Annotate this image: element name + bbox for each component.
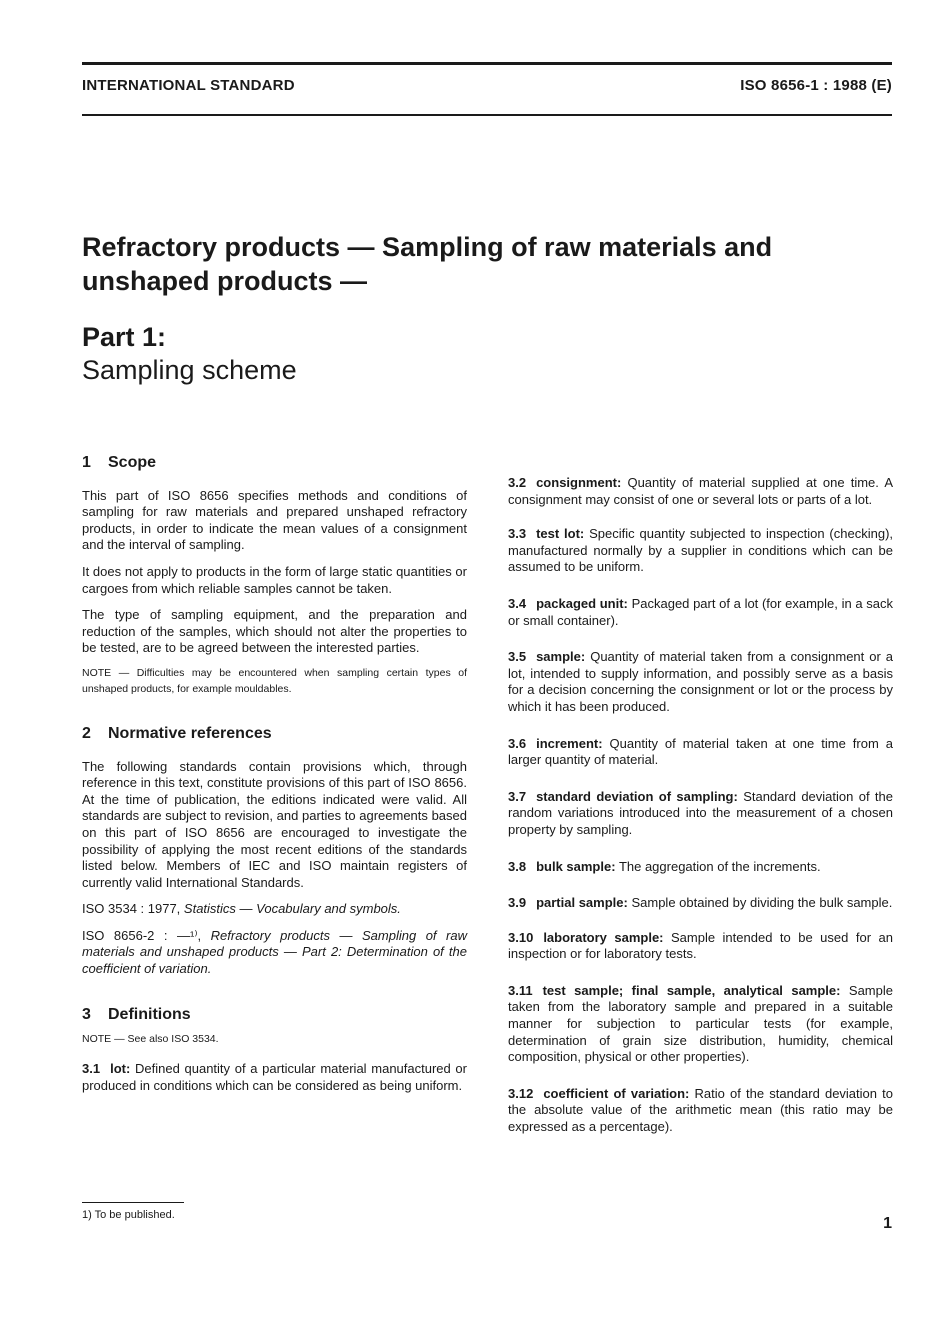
definition-term: test lot: [536,526,585,542]
definition-text: Ratio of the standard deviation to the absolute value of the arithmetic mean (this ratio may be expressed as a percentage). [508,1085,893,1135]
definition-3-1 [82,1061,467,1094]
definition-term: sample: [536,649,586,665]
definition-term: packaged unit: [536,595,628,611]
reference-1-code: ISO 3534 : 1977, [82,901,181,917]
definition-term: increment: [536,735,603,751]
scope-heading [82,455,467,472]
definition-term: test sample; final sample, analytical sample: [542,982,841,998]
definition-text: Sample taken from the laboratory sample and prepared in a suitable manner for subjection to particular tests (for example, determination of grain size distribution, humidity, chemical composition, physical or other properties). [508,982,893,1065]
normative-heading [82,726,467,743]
definition-text: The aggregation of the increments. [618,858,821,874]
definition-3-11 [508,983,893,1066]
definition-number: 3.7 [508,788,527,804]
definition-term: lot: [110,1061,131,1077]
definitions-list [508,475,893,1136]
reference-2-code: ISO 8656-2 : —¹⁾, [82,927,202,943]
header-document-number: ISO 8656-1 : 1988 (E) [740,77,892,94]
definition-number: 3.1 [82,1061,101,1077]
part-label: Part 1: [82,322,167,352]
reference-iso-3534 [82,901,467,918]
part-subtitle: Sampling scheme [82,355,297,385]
definition-text: Quantity of material taken at one time from a larger quantity of material. [508,735,893,768]
definitions-heading [82,1007,467,1024]
definition-number: 3.3 [508,526,527,542]
definition-term: partial sample: [536,895,628,911]
definition-number: 3.5 [508,649,527,665]
right-column [508,455,893,1136]
header-bottom-rule [82,114,892,116]
normative-heading-text: Normative references [108,724,272,742]
definition-text: Quantity of material supplied at one time. A consignment may consist of one or several lots or parts of a lot. [508,475,893,507]
definition-number: 3.10 [508,929,534,945]
definition-number: 3.8 [508,858,527,874]
definition-text: Sample obtained by dividing the bulk sample. [631,895,893,911]
scope-section-number: 1 [82,454,91,471]
definition-3-2 [508,475,893,508]
definition-3-8 [508,859,893,876]
definition-text: Sample intended to be used for an inspection or for laboratory tests. [508,929,893,962]
scope-note: NOTE — Difficulties may be encountered when sampling certain types of unshaped products, for example mouldables. [82,666,467,695]
definition-3-6 [508,736,893,769]
definition-number: 3.9 [508,895,527,911]
definition-term: consignment: [536,475,622,490]
scope-paragraph-2: It does not apply to products in the form of large static quantities or cargoes from which reliable samples cannot be taken. [82,563,467,596]
definition-text: Quantity of material taken from a consignment or a lot, intended to supply information, and possibly serve as a basis for a decision concerning the consignment or lot or the process by which it has been produced. [508,649,893,714]
definition-text: Defined quantity of a particular material manufactured or produced in conditions which can be considered as being uniform. [82,1061,467,1093]
normative-paragraph: The following standards contain provisions which, through reference in this text, constitute provisions of this part of ISO 8656. At the time of publication, the editions indicated were valid. All standards are subject to revision, and parties to agreements based on this part of ISO 8656 are encouraged to investigate the possibility of applying the most recent editions of the standards listed below. Members of IEC and ISO maintain registers of currently valid International Standards. [82,758,467,890]
definition-number: 3.12 [508,1085,534,1101]
scope-heading-text: Scope [108,454,157,471]
reference-2-title: Refractory products — Sampling of raw materials and unshaped products — Part 2: Determination of the coefficient of variation. [82,927,467,977]
definition-3-7 [508,789,893,839]
scope-paragraph-3: The type of sampling equipment, and the preparation and reduction of the samples, which should not alter the properties to be tested, are to be agreed between the interested parties. [82,607,467,656]
header-top-rule [82,62,892,65]
definition-term: coefficient of variation: [543,1085,690,1101]
definition-number: 3.11 [508,982,533,998]
definition-3-12 [508,1086,893,1136]
definition-number: 3.6 [508,735,527,751]
header-standard-label: INTERNATIONAL STANDARD [82,77,295,94]
definition-number: 3.4 [508,595,527,611]
definition-term: standard deviation of sampling: [536,788,738,804]
definition-3-3 [508,526,893,576]
definition-3-4 [508,596,893,629]
definition-3-10 [508,930,893,963]
definition-3-5 [508,649,893,715]
definitions-heading-text: Definitions [108,1005,191,1023]
footnote: 1) To be published. [82,1209,175,1221]
left-column [82,455,467,1094]
reference-iso-8656-2 [82,928,467,978]
footnote-rule [82,1202,184,1203]
definitions-section-number: 3 [82,1005,91,1023]
definition-text: Specific quantity subjected to inspection (checking), manufactured normally by a supplier in conditions which can be assumed to be uniform. [508,526,894,575]
title-block [82,230,882,386]
definition-term: laboratory sample: [543,929,664,945]
scope-paragraph-1: This part of ISO 8656 specifies methods and conditions of sampling for raw materials and prepared unshaped refractory products, in order to indicate the mean values of a consignment and the interval of sampling. [82,487,467,553]
definitions-note: NOTE — See also ISO 3534. [82,1033,219,1046]
reference-1-title: Statistics — Vocabulary and symbols. [183,901,401,917]
document-title: Refractory products — Sampling of raw materials and unshaped products — [82,232,773,296]
definition-term: bulk sample: [536,858,616,874]
normative-section-number: 2 [82,724,91,742]
page-number: 1 [883,1215,892,1232]
definition-number: 3.2 [508,475,527,490]
definition-text: Standard deviation of the random variations introduced into the measurement of a chosen property by sampling. [508,788,893,837]
definition-3-9 [508,895,893,912]
definition-text: Packaged part of a lot (for example, in a sack or small container). [508,595,893,628]
